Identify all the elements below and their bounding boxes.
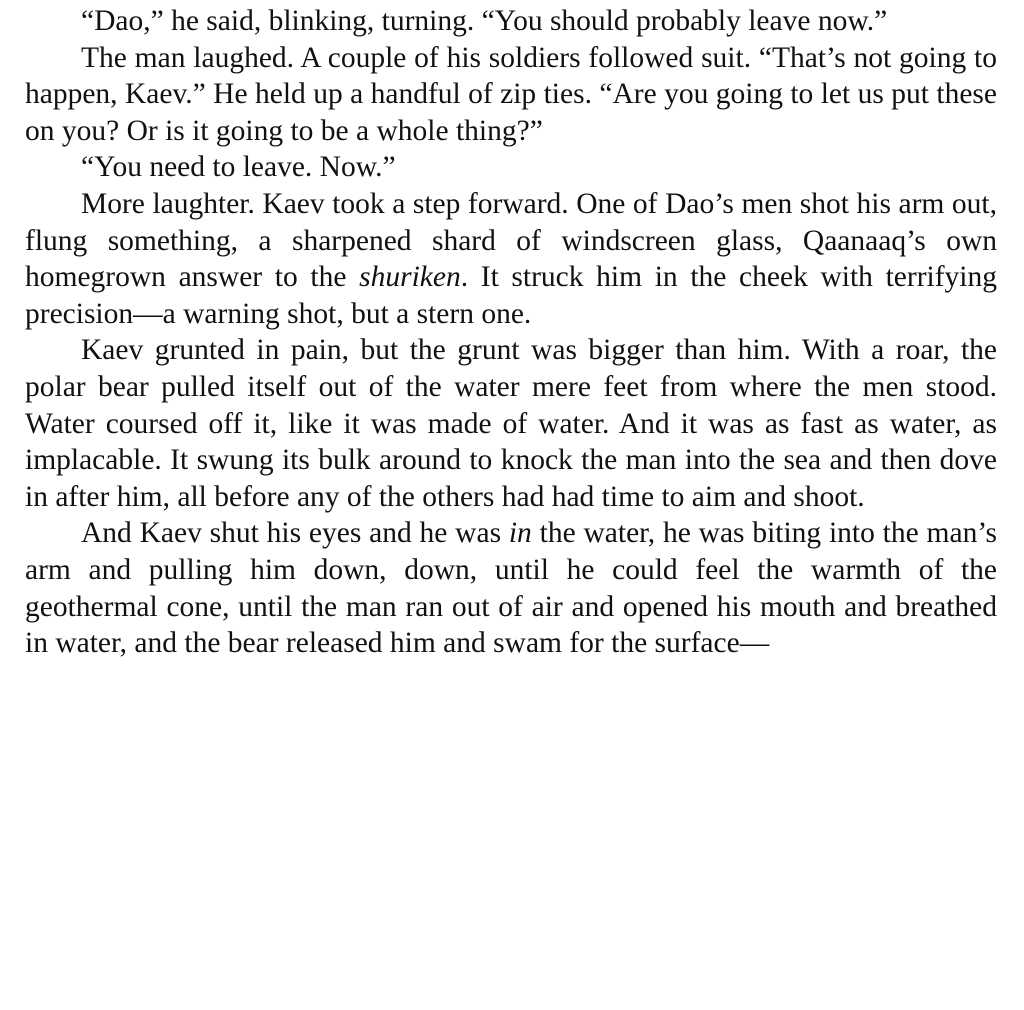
paragraph-3 (25, 149, 997, 186)
text-segment: More laughter. Kaev took a step forward. One of Dao’s men shot his arm out, flung something, a sharpened shard of windscreen glass, Qaanaaq’s own homegrown answer to the (25, 187, 997, 294)
text-segment: . It struck him in the cheek with terrifying precision—a warning shot, but a stern one. (25, 261, 998, 330)
text-segment: the water, he was biting into the man’s arm and pulling him down, down, until he could feel the warmth of the geothermal cone, until the man ran out of air and opened his mouth and breathed in water, and the bear released him and swam for the surface— (25, 517, 997, 660)
italic-word: shuriken (359, 261, 461, 294)
text-segment: “You need to leave. Now.” (81, 151, 396, 184)
paragraph-6 (25, 515, 997, 661)
page-text (25, 0, 997, 662)
paragraph-5 (25, 332, 997, 515)
text-segment: Kaev grunted in pain, but the grunt was bigger than him. With a roar, the polar bear pulled itself out of the water mere feet from where the men stood. Water coursed off it, like it was made of water. And it was as fast as water, as implacable. It swung its bulk around to knock the man into the sea and then dove in after him, all before any of the others had had time to aim and shoot. (25, 334, 997, 513)
paragraph-4 (25, 186, 997, 332)
italic-word: in (508, 517, 532, 550)
text-segment: The man laughed. A couple of his soldiers followed suit. “That’s not going to happen, Kaev.” He held up a handful of zip ties. “Are you going to let us put these on you? Or is it going to be a whole thing?” (25, 41, 997, 147)
text-segment: And Kaev shut his eyes and he was (81, 517, 509, 550)
paragraph-1 (25, 3, 997, 40)
text-segment: “Dao,” he said, blinking, turning. “You should probably leave now.” (81, 5, 888, 37)
paragraph-2 (25, 40, 997, 150)
